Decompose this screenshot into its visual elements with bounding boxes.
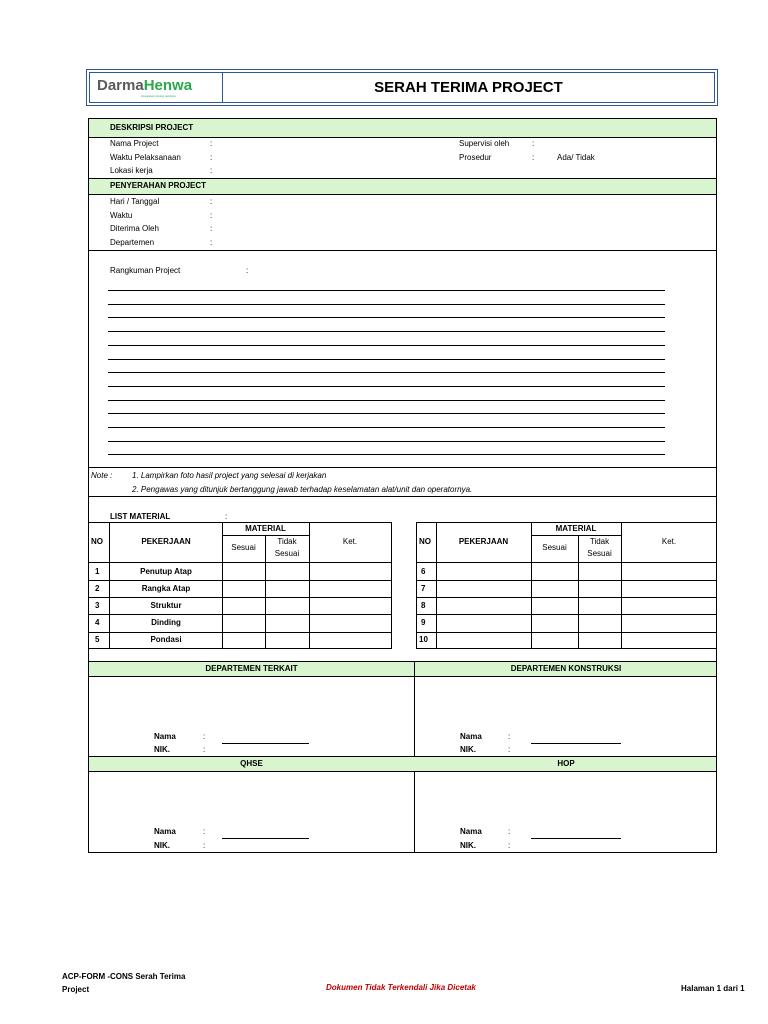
colon: : — [508, 745, 511, 754]
nik-label: NIK. — [154, 745, 170, 754]
row-no: 8 — [421, 601, 426, 610]
table-line — [416, 632, 717, 633]
signature-line — [222, 743, 309, 744]
col-header-ket: Ket. — [661, 537, 677, 546]
nama-label: Nama — [460, 827, 482, 836]
row-pekerjaan: Pondasi — [150, 635, 182, 644]
nik-label: NIK. — [460, 841, 476, 850]
table-line — [416, 597, 717, 598]
logo-tagline: integrated mining services — [141, 94, 176, 98]
col-header-pekerjaan: PEKERJAAN — [141, 537, 191, 546]
waktu-pelaksanaan-label: Waktu Pelaksanaan — [110, 153, 181, 162]
rangkuman-line — [108, 386, 665, 387]
uncontrolled-warning: Dokumen Tidak Terkendali Jika Dicetak — [326, 983, 476, 992]
page-number: Halaman 1 dari 1 — [681, 984, 745, 993]
colon: : — [210, 224, 213, 233]
table-line — [531, 522, 532, 649]
prosedur-value: Ada/ Tidak — [557, 153, 595, 162]
signature-line — [531, 838, 621, 839]
rangkuman-line — [108, 304, 665, 305]
col-header-pekerjaan: PEKERJAAN — [458, 537, 509, 546]
rangkuman-line — [108, 317, 665, 318]
page-title: SERAH TERIMA PROJECT — [374, 79, 563, 96]
colon: : — [508, 841, 511, 850]
col-header-material: MATERIAL — [245, 524, 286, 533]
rangkuman-label: Rangkuman Project — [110, 266, 181, 275]
row-no: 10 — [419, 635, 428, 644]
table-line — [88, 580, 392, 581]
col-header-tidak-sesuai: Sesuai — [274, 549, 300, 558]
table-line — [88, 562, 392, 563]
rangkuman-line — [108, 400, 665, 401]
table-line — [88, 632, 392, 633]
colon: : — [210, 166, 213, 175]
row-pekerjaan: Dinding — [151, 618, 181, 627]
colon: : — [532, 153, 535, 162]
qhse-header: QHSE — [240, 759, 263, 768]
rangkuman-line — [108, 413, 665, 414]
col-header-tidak: Tidak — [589, 537, 610, 546]
hari-tanggal-label: Hari / Tanggal — [110, 197, 160, 206]
table-line — [222, 522, 223, 649]
col-header-material: MATERIAL — [555, 524, 597, 533]
penyerahan-section-label: PENYERAHAN PROJECT — [110, 181, 207, 190]
nama-label: Nama — [460, 732, 482, 741]
colon: : — [203, 745, 206, 754]
form-code-line1: ACP-FORM -CONS Serah Terima — [62, 972, 186, 981]
note-item-1: 1. Lampirkan foto hasil project yang selesai di kerjakan — [132, 471, 327, 480]
hop-header: HOP — [557, 759, 575, 768]
col-header-no: NO — [419, 537, 431, 546]
table-line — [416, 648, 717, 649]
note-item-2: 2. Pengawas yang ditunjuk bertanggung jawab terhadap keselamatan alat/unit dan operatornya. — [132, 485, 473, 494]
nik-label: NIK. — [460, 745, 476, 754]
row-no: 4 — [95, 618, 100, 627]
table-line — [531, 535, 621, 536]
rangkuman-line — [108, 441, 665, 442]
nama-label: Nama — [154, 732, 176, 741]
list-material-label: LIST MATERIAL — [110, 512, 171, 521]
dept-konstruksi-header: DEPARTEMEN KONSTRUKSI — [510, 664, 622, 673]
row-no: 7 — [421, 584, 426, 593]
nik-label: NIK. — [154, 841, 170, 850]
colon: : — [203, 827, 206, 836]
table-line — [416, 614, 717, 615]
rangkuman-line — [108, 345, 665, 346]
table-line — [416, 522, 417, 649]
waktu-label: Waktu — [110, 211, 133, 220]
signature-line — [531, 743, 621, 744]
row-pekerjaan: Penutup Atap — [140, 567, 192, 576]
row-pekerjaan: Struktur — [150, 601, 182, 610]
deskripsi-section-label: DESKRIPSI PROJECT — [110, 123, 194, 132]
divider — [88, 194, 717, 195]
table-line — [88, 648, 392, 649]
diterima-oleh-label: Diterima Oleh — [110, 224, 159, 233]
signature-line — [222, 838, 309, 839]
col-header-no: NO — [91, 537, 103, 546]
table-line — [416, 522, 717, 523]
dept-terkait-header: DEPARTEMEN TERKAIT — [205, 664, 298, 673]
colon: : — [225, 512, 228, 521]
colon: : — [203, 732, 206, 741]
note-label: Note : — [91, 471, 113, 480]
logo-part1: Darma — [97, 77, 144, 94]
colon: : — [210, 139, 213, 148]
table-line — [88, 597, 392, 598]
rangkuman-line — [108, 454, 665, 455]
rangkuman-line — [108, 372, 665, 373]
table-line — [416, 562, 717, 563]
logo-part2: Henwa — [143, 77, 193, 94]
row-no: 6 — [421, 567, 426, 576]
row-no: 9 — [421, 618, 426, 627]
table-line — [391, 522, 392, 649]
divider — [88, 676, 717, 677]
colon: : — [532, 139, 535, 148]
supervisi-label: Supervisi oleh — [459, 139, 510, 148]
row-pekerjaan: Rangka Atap — [141, 584, 191, 593]
divider — [88, 771, 717, 772]
row-no: 1 — [95, 567, 100, 576]
colon: : — [508, 732, 511, 741]
colon: : — [246, 266, 249, 275]
divider — [88, 250, 717, 251]
col-header-sesuai: Sesuai — [542, 543, 567, 552]
colon: : — [210, 153, 213, 162]
table-line — [88, 614, 392, 615]
rangkuman-line — [108, 331, 665, 332]
rangkuman-line — [108, 359, 665, 360]
row-no: 5 — [95, 635, 100, 644]
rangkuman-line — [108, 427, 665, 428]
prosedur-label: Prosedur — [459, 153, 492, 162]
departemen-label: Departemen — [110, 238, 155, 247]
colon: : — [210, 238, 213, 247]
colon: : — [203, 841, 206, 850]
rangkuman-line — [108, 290, 665, 291]
form-code-line2: Project — [62, 985, 90, 994]
nama-project-label: Nama Project — [110, 139, 159, 148]
col-header-ket: Ket. — [342, 537, 358, 546]
colon: : — [210, 211, 213, 220]
table-line — [416, 580, 717, 581]
row-no: 2 — [95, 584, 100, 593]
col-header-tidak: Tidak — [277, 537, 297, 546]
col-header-sesuai: Sesuai — [231, 543, 256, 552]
divider — [88, 496, 717, 497]
colon: : — [508, 827, 511, 836]
nama-label: Nama — [154, 827, 176, 836]
divider — [88, 137, 717, 138]
company-logo — [97, 77, 192, 94]
table-line — [88, 522, 392, 523]
divider — [88, 467, 717, 468]
lokasi-kerja-label: Lokasi kerja — [110, 166, 153, 175]
colon: : — [210, 197, 213, 206]
row-no: 3 — [95, 601, 100, 610]
col-header-tidak-sesuai: Sesuai — [587, 549, 612, 558]
